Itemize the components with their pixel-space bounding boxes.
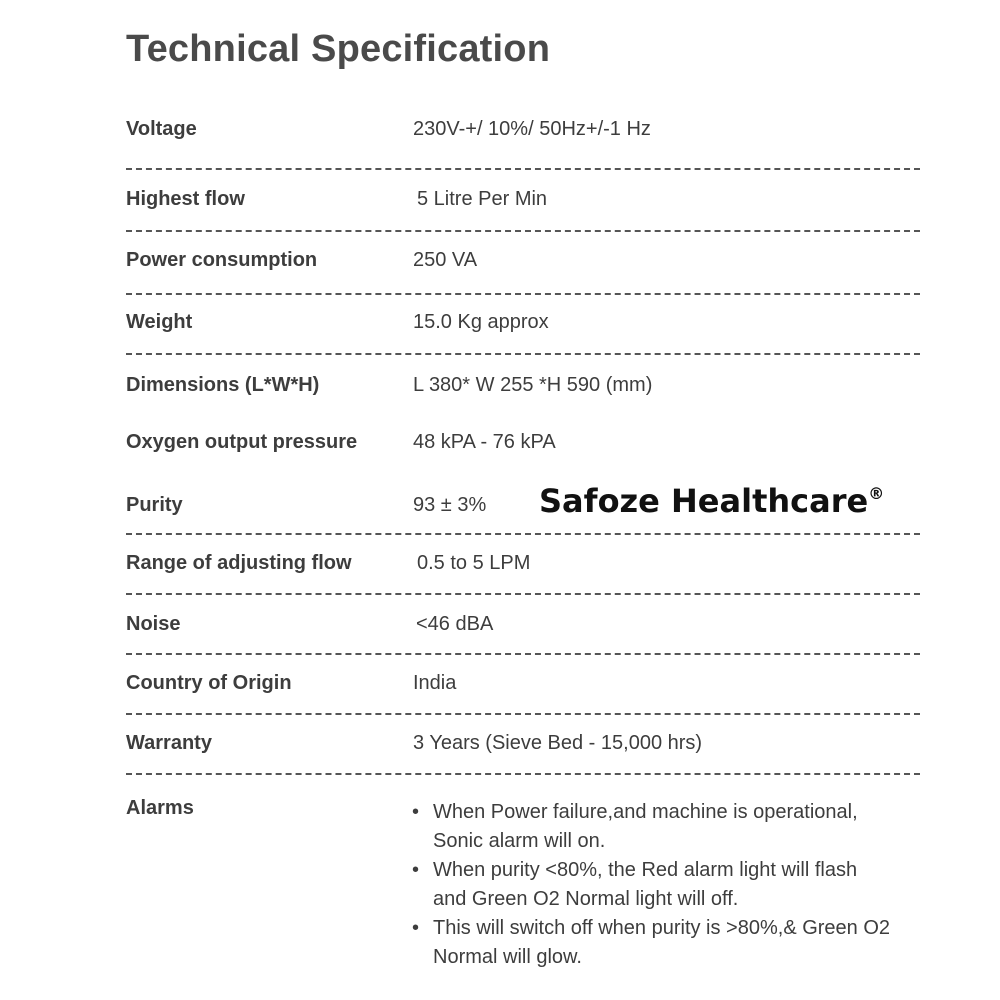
spec-label: Noise: [126, 613, 181, 635]
spec-label: Purity: [126, 494, 183, 516]
divider: [126, 353, 920, 355]
divider: [126, 533, 920, 535]
spec-label: Oxygen output pressure: [126, 431, 358, 453]
spec-value: 0.5 to 5 LPM: [417, 552, 531, 574]
divider: [126, 773, 920, 775]
alarm-text: When purity <80%, the Red alarm light will flash and Green O2 Normal light will off.: [433, 859, 858, 910]
divider: [126, 653, 920, 655]
spec-label: Power consumption: [126, 249, 318, 271]
spec-label: Voltage: [126, 118, 197, 140]
spec-label: Weight: [126, 311, 193, 333]
spec-label: Range of adjusting flow: [126, 552, 352, 574]
bullet-icon: •: [412, 801, 420, 823]
alarm-text: This will switch off when purity is >80%,& Green O2 Normal will glow.: [433, 917, 891, 968]
spec-value: 93 ± 3%: [413, 494, 487, 516]
spec-value: L 380* W 255 *H 590 (mm): [413, 374, 653, 396]
spec-label: Dimensions (L*W*H): [126, 374, 320, 396]
alarm-list: [412, 798, 892, 972]
spec-label: Highest flow: [126, 188, 245, 210]
list-item: [412, 914, 892, 972]
spec-label: Warranty: [126, 732, 212, 754]
spec-value: 230V-+/ 10%/ 50Hz+/-1 Hz: [413, 118, 651, 140]
spec-label: Alarms: [126, 797, 194, 819]
list-item: [412, 798, 892, 856]
brand-name: Safoze Healthcare: [539, 482, 869, 520]
spec-value: 5 Litre Per Min: [417, 188, 548, 210]
bullet-icon: •: [412, 917, 420, 939]
alarm-text: When Power failure,and machine is operational, Sonic alarm will on.: [433, 801, 858, 852]
bullet-icon: •: [412, 859, 420, 881]
list-item: [412, 856, 892, 914]
spec-value: 250 VA: [413, 249, 478, 271]
divider: [126, 168, 920, 170]
divider: [126, 230, 920, 232]
page-title: Technical Specification: [126, 28, 551, 70]
divider: [126, 293, 920, 295]
spec-value: 48 kPA - 76 kPA: [413, 431, 556, 453]
spec-value: <46 dBA: [416, 613, 494, 635]
registered-mark: ®: [868, 484, 885, 503]
spec-value: 15.0 Kg approx: [413, 311, 549, 333]
spec-value: 3 Years (Sieve Bed - 15,000 hrs): [413, 732, 703, 754]
brand-watermark: [539, 482, 884, 520]
spec-label: Country of Origin: [126, 672, 292, 694]
divider: [126, 593, 920, 595]
spec-value: India: [413, 672, 457, 694]
divider: [126, 713, 920, 715]
